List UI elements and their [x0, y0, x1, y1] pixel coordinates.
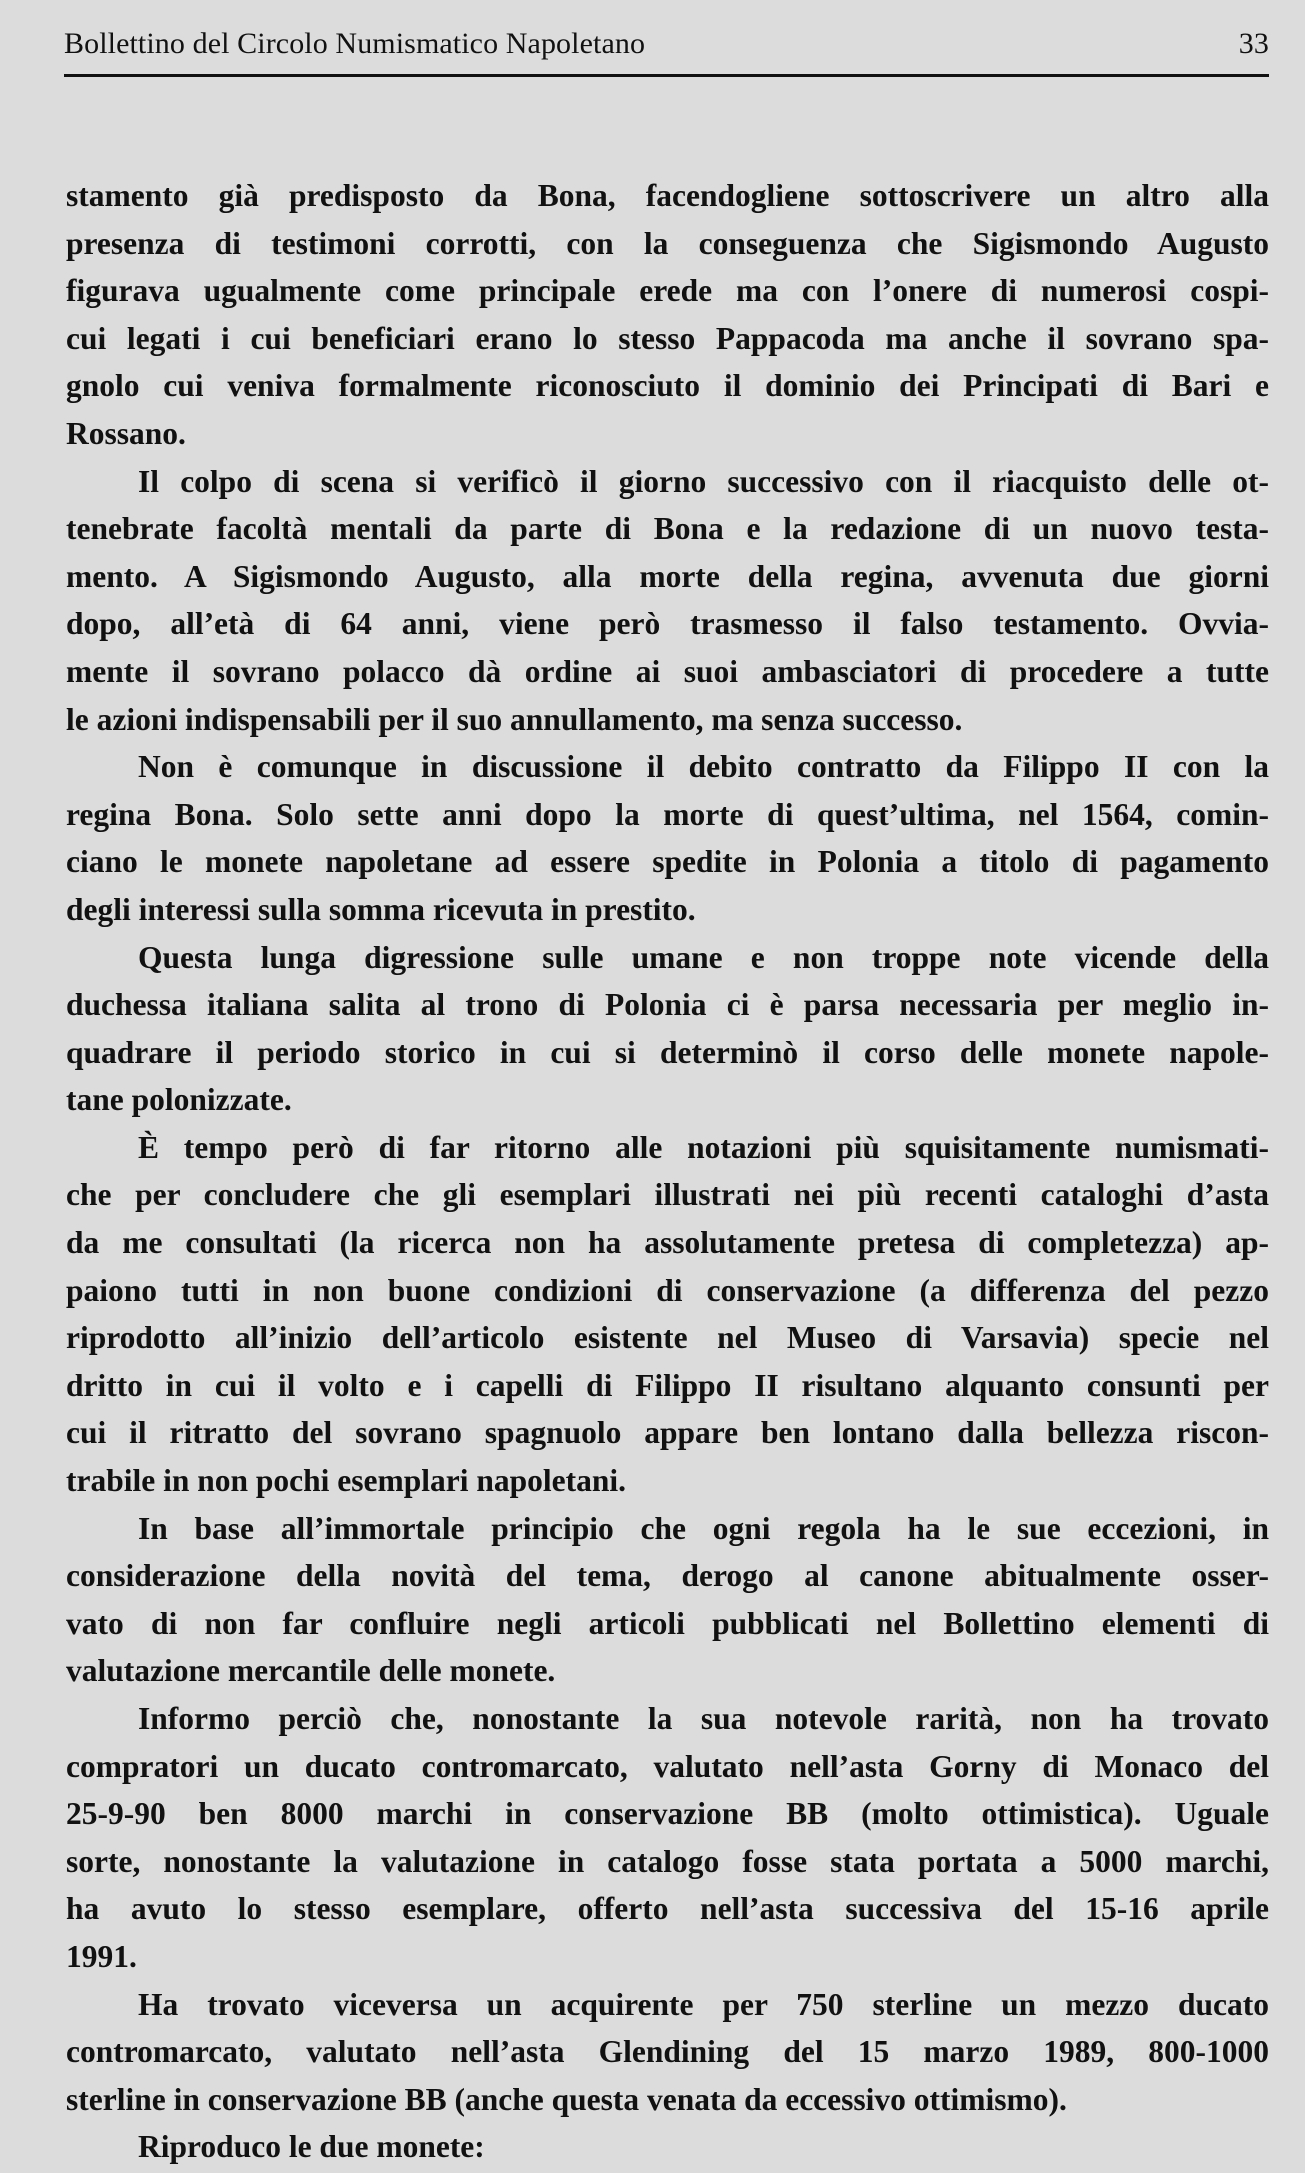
text-line: tane polonizzate. — [66, 1082, 292, 1118]
text-line: compratori un ducato contromarcato, valutato nell’asta Gorny di Monaco del — [66, 1748, 1269, 1784]
text-line: ciano le monete napoletane ad essere spedite in Polonia a titolo di pagamento — [66, 844, 1269, 880]
text-line: 1991. — [66, 1938, 137, 1974]
text-line: contromarcato, valutato nell’asta Glendining del 15 marzo 1989, 800-1000 — [66, 2034, 1269, 2070]
text-line: dritto in cui il volto e i capelli di Filippo II risultano alquanto consunti per — [66, 1367, 1269, 1403]
text-line: Non è comunque in discussione il debito contratto da Filippo II con la — [138, 749, 1269, 785]
page-number: 33 — [1238, 27, 1269, 60]
paragraph — [66, 2123, 1269, 2171]
text-line: 25-9-90 ben 8000 marchi in conservazione BB (molto ottimistica). Uguale — [66, 1796, 1269, 1832]
text-line: Informo perciò che, nonostante la sua notevole rarità, non ha trovato — [138, 1701, 1269, 1736]
text-line: valutazione mercantile delle monete. — [66, 1653, 556, 1689]
text-line: tenebrate facoltà mentali da parte di Bona e la redazione di un nuovo testa- — [66, 511, 1269, 547]
paragraph — [66, 1695, 1269, 1981]
paragraph — [66, 172, 1269, 458]
text-line: da me consultati (la ricerca non ha assolutamente pretesa di completezza) ap- — [66, 1225, 1269, 1261]
text-line: considerazione della novità del tema, derogo al canone abitualmente osser- — [66, 1558, 1269, 1594]
text-line: ha avuto lo stesso esemplare, offerto nell’asta successiva del 15-16 aprile — [66, 1891, 1269, 1927]
text-line: Ha trovato viceversa un acquirente per 750 sterline un mezzo ducato — [138, 1986, 1269, 2022]
text-line: Questa lunga digressione sulle umane e non troppe note vicende della — [138, 939, 1269, 975]
paragraph — [66, 458, 1269, 744]
text-line: cui legati i cui beneficiari erano lo stesso Pappacoda ma anche il sovrano spa- — [66, 320, 1269, 356]
header-rule — [64, 74, 1269, 77]
text-line: Riproduco le due monete: — [138, 2129, 485, 2165]
text-line: È tempo però di far ritorno alle notazioni più squisitamente numismati- — [138, 1129, 1269, 1165]
text-line: duchessa italiana salita al trono di Polonia ci è parsa necessaria per meglio in- — [66, 987, 1269, 1023]
text-line: gnolo cui veniva formalmente riconosciuto il dominio dei Principati di Bari e — [66, 368, 1269, 404]
paragraph — [66, 743, 1269, 933]
text-line: che per concludere che gli esemplari illustrati nei più recenti cataloghi d’asta — [66, 1177, 1269, 1213]
text-line: degli interessi sulla somma ricevuta in prestito. — [66, 891, 696, 927]
text-line: mento. A Sigismondo Augusto, alla morte della regina, avvenuta due giorni — [66, 558, 1269, 594]
text-line: paiono tutti in non buone condizioni di conservazione (a differenza del pezzo — [66, 1272, 1269, 1308]
text-line: In base all’immortale principio che ogni regola ha le sue eccezioni, in — [138, 1510, 1269, 1546]
running-header — [64, 24, 1269, 64]
text-line: trabile in non pochi esemplari napoletani. — [66, 1463, 627, 1499]
text-line: vato di non far confluire negli articoli pubblicati nel Bollettino elementi di — [66, 1605, 1269, 1641]
paragraph — [66, 934, 1269, 1124]
text-line: le azioni indispensabili per il suo annullamento, ma senza successo. — [66, 701, 963, 737]
paragraph — [66, 1505, 1269, 1695]
paragraph — [66, 1124, 1269, 1505]
journal-title: Bollettino del Circolo Numismatico Napoletano — [64, 27, 646, 60]
text-line: dopo, all’età di 64 anni, viene però trasmesso il falso testamento. Ovvia- — [66, 606, 1269, 642]
text-line: stamento già predisposto da Bona, facendogliene sottoscrivere un altro alla — [66, 178, 1269, 213]
text-line: quadrare il periodo storico in cui si determinò il corso delle monete napole- — [66, 1034, 1269, 1070]
text-line: Il colpo di scena si verificò il giorno successivo con il riacquisto delle ot- — [138, 463, 1269, 499]
text-line: figurava ugualmente come principale erede ma con l’onere di numerosi cospi- — [66, 273, 1269, 309]
text-line: regina Bona. Solo sette anni dopo la morte di quest’ultima, nel 1564, comin- — [66, 796, 1269, 832]
text-line: riprodotto all’inizio dell’articolo esistente nel Museo di Varsavia) specie nel — [66, 1320, 1269, 1356]
text-line: mente il sovrano polacco dà ordine ai suoi ambasciatori di procedere a tutte — [66, 653, 1269, 689]
paragraph — [66, 1981, 1269, 2124]
text-line: sorte, nonostante la valutazione in catalogo fosse stata portata a 5000 marchi, — [66, 1843, 1269, 1879]
article-body — [66, 172, 1269, 2171]
text-line: sterline in conservazione BB (anche questa venata da eccessivo ottimismo). — [66, 2081, 1067, 2117]
text-line: presenza di testimoni corrotti, con la conseguenza che Sigismondo Augusto — [66, 225, 1269, 261]
text-line: Rossano. — [66, 415, 186, 451]
text-line: cui il ritratto del sovrano spagnuolo appare ben lontano dalla bellezza riscon- — [66, 1415, 1269, 1451]
